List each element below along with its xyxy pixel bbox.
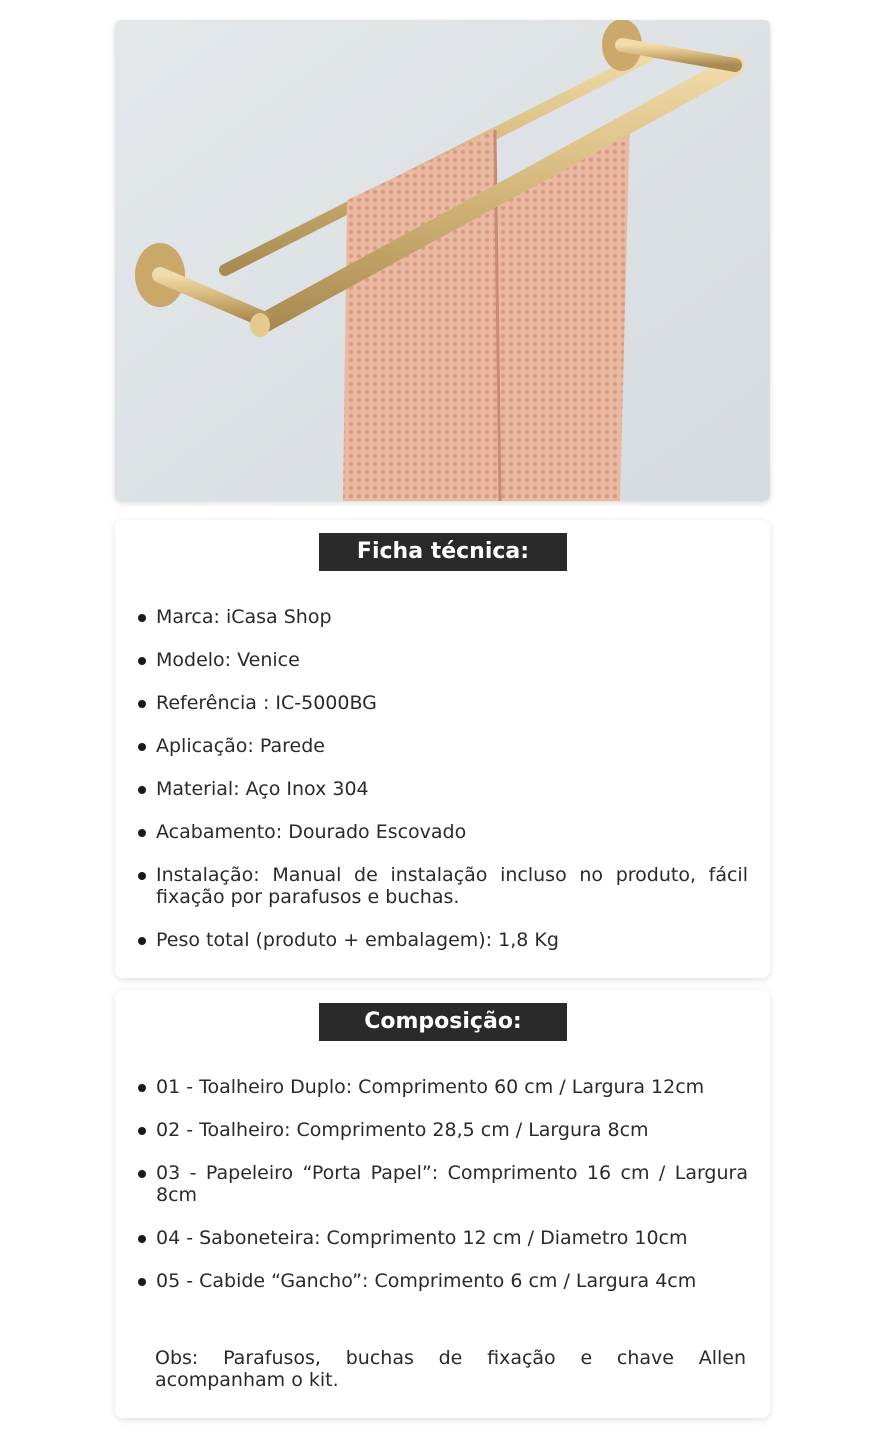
spec-item-application: Aplicação: Parede [135, 735, 748, 757]
bullet-icon [138, 1235, 146, 1243]
spec-item-model: Modelo: Venice [135, 649, 748, 671]
technical-sheet-card [115, 520, 770, 978]
composition-note: Obs: Parafusos, buchas de fixação e chave Allen acompanham o kit. [155, 1347, 746, 1391]
composition-card [115, 990, 770, 1418]
bullet-icon [138, 657, 146, 665]
bullet-icon [138, 872, 146, 880]
spec-item-brand: Marca: iCasa Shop [135, 606, 748, 628]
bullet-icon [138, 937, 146, 945]
bullet-icon [138, 1084, 146, 1092]
spec-item-weight: Peso total (produto + embalagem): 1,8 Kg [135, 929, 748, 951]
spec-item-finish: Acabamento: Dourado Escovado [135, 821, 748, 843]
composition-item-2: 02 - Toalheiro: Comprimento 28,5 cm / Largura 8cm [135, 1119, 748, 1141]
double-towel-rack-image [115, 20, 770, 501]
bullet-icon [138, 743, 146, 751]
spec-item-installation: Instalação: Manual de instalação incluso no produto, fácil fixação por parafusos e buchas. [135, 864, 748, 908]
composition-title: Composição: [319, 1003, 567, 1041]
composition-list [135, 1076, 748, 1313]
bullet-icon [138, 1170, 146, 1178]
spec-item-material: Material: Aço Inox 304 [135, 778, 748, 800]
composition-item-3: 03 - Papeleiro “Porta Papel”: Comprimento 16 cm / Largura 8cm [135, 1162, 748, 1206]
technical-sheet-title: Ficha técnica: [319, 533, 567, 571]
technical-sheet-list [135, 606, 748, 972]
bullet-icon [138, 829, 146, 837]
composition-item-5: 05 - Cabide “Gancho”: Comprimento 6 cm / Largura 4cm [135, 1270, 748, 1292]
bullet-icon [138, 1127, 146, 1135]
spec-item-reference: Referência : IC-5000BG [135, 692, 748, 714]
composition-item-4: 04 - Saboneteira: Comprimento 12 cm / Diametro 10cm [135, 1227, 748, 1249]
bullet-icon [138, 786, 146, 794]
bullet-icon [138, 1278, 146, 1286]
bullet-icon [138, 700, 146, 708]
product-photo [115, 20, 770, 501]
composition-item-1: 01 - Toalheiro Duplo: Comprimento 60 cm / Largura 12cm [135, 1076, 748, 1098]
bullet-icon [138, 614, 146, 622]
